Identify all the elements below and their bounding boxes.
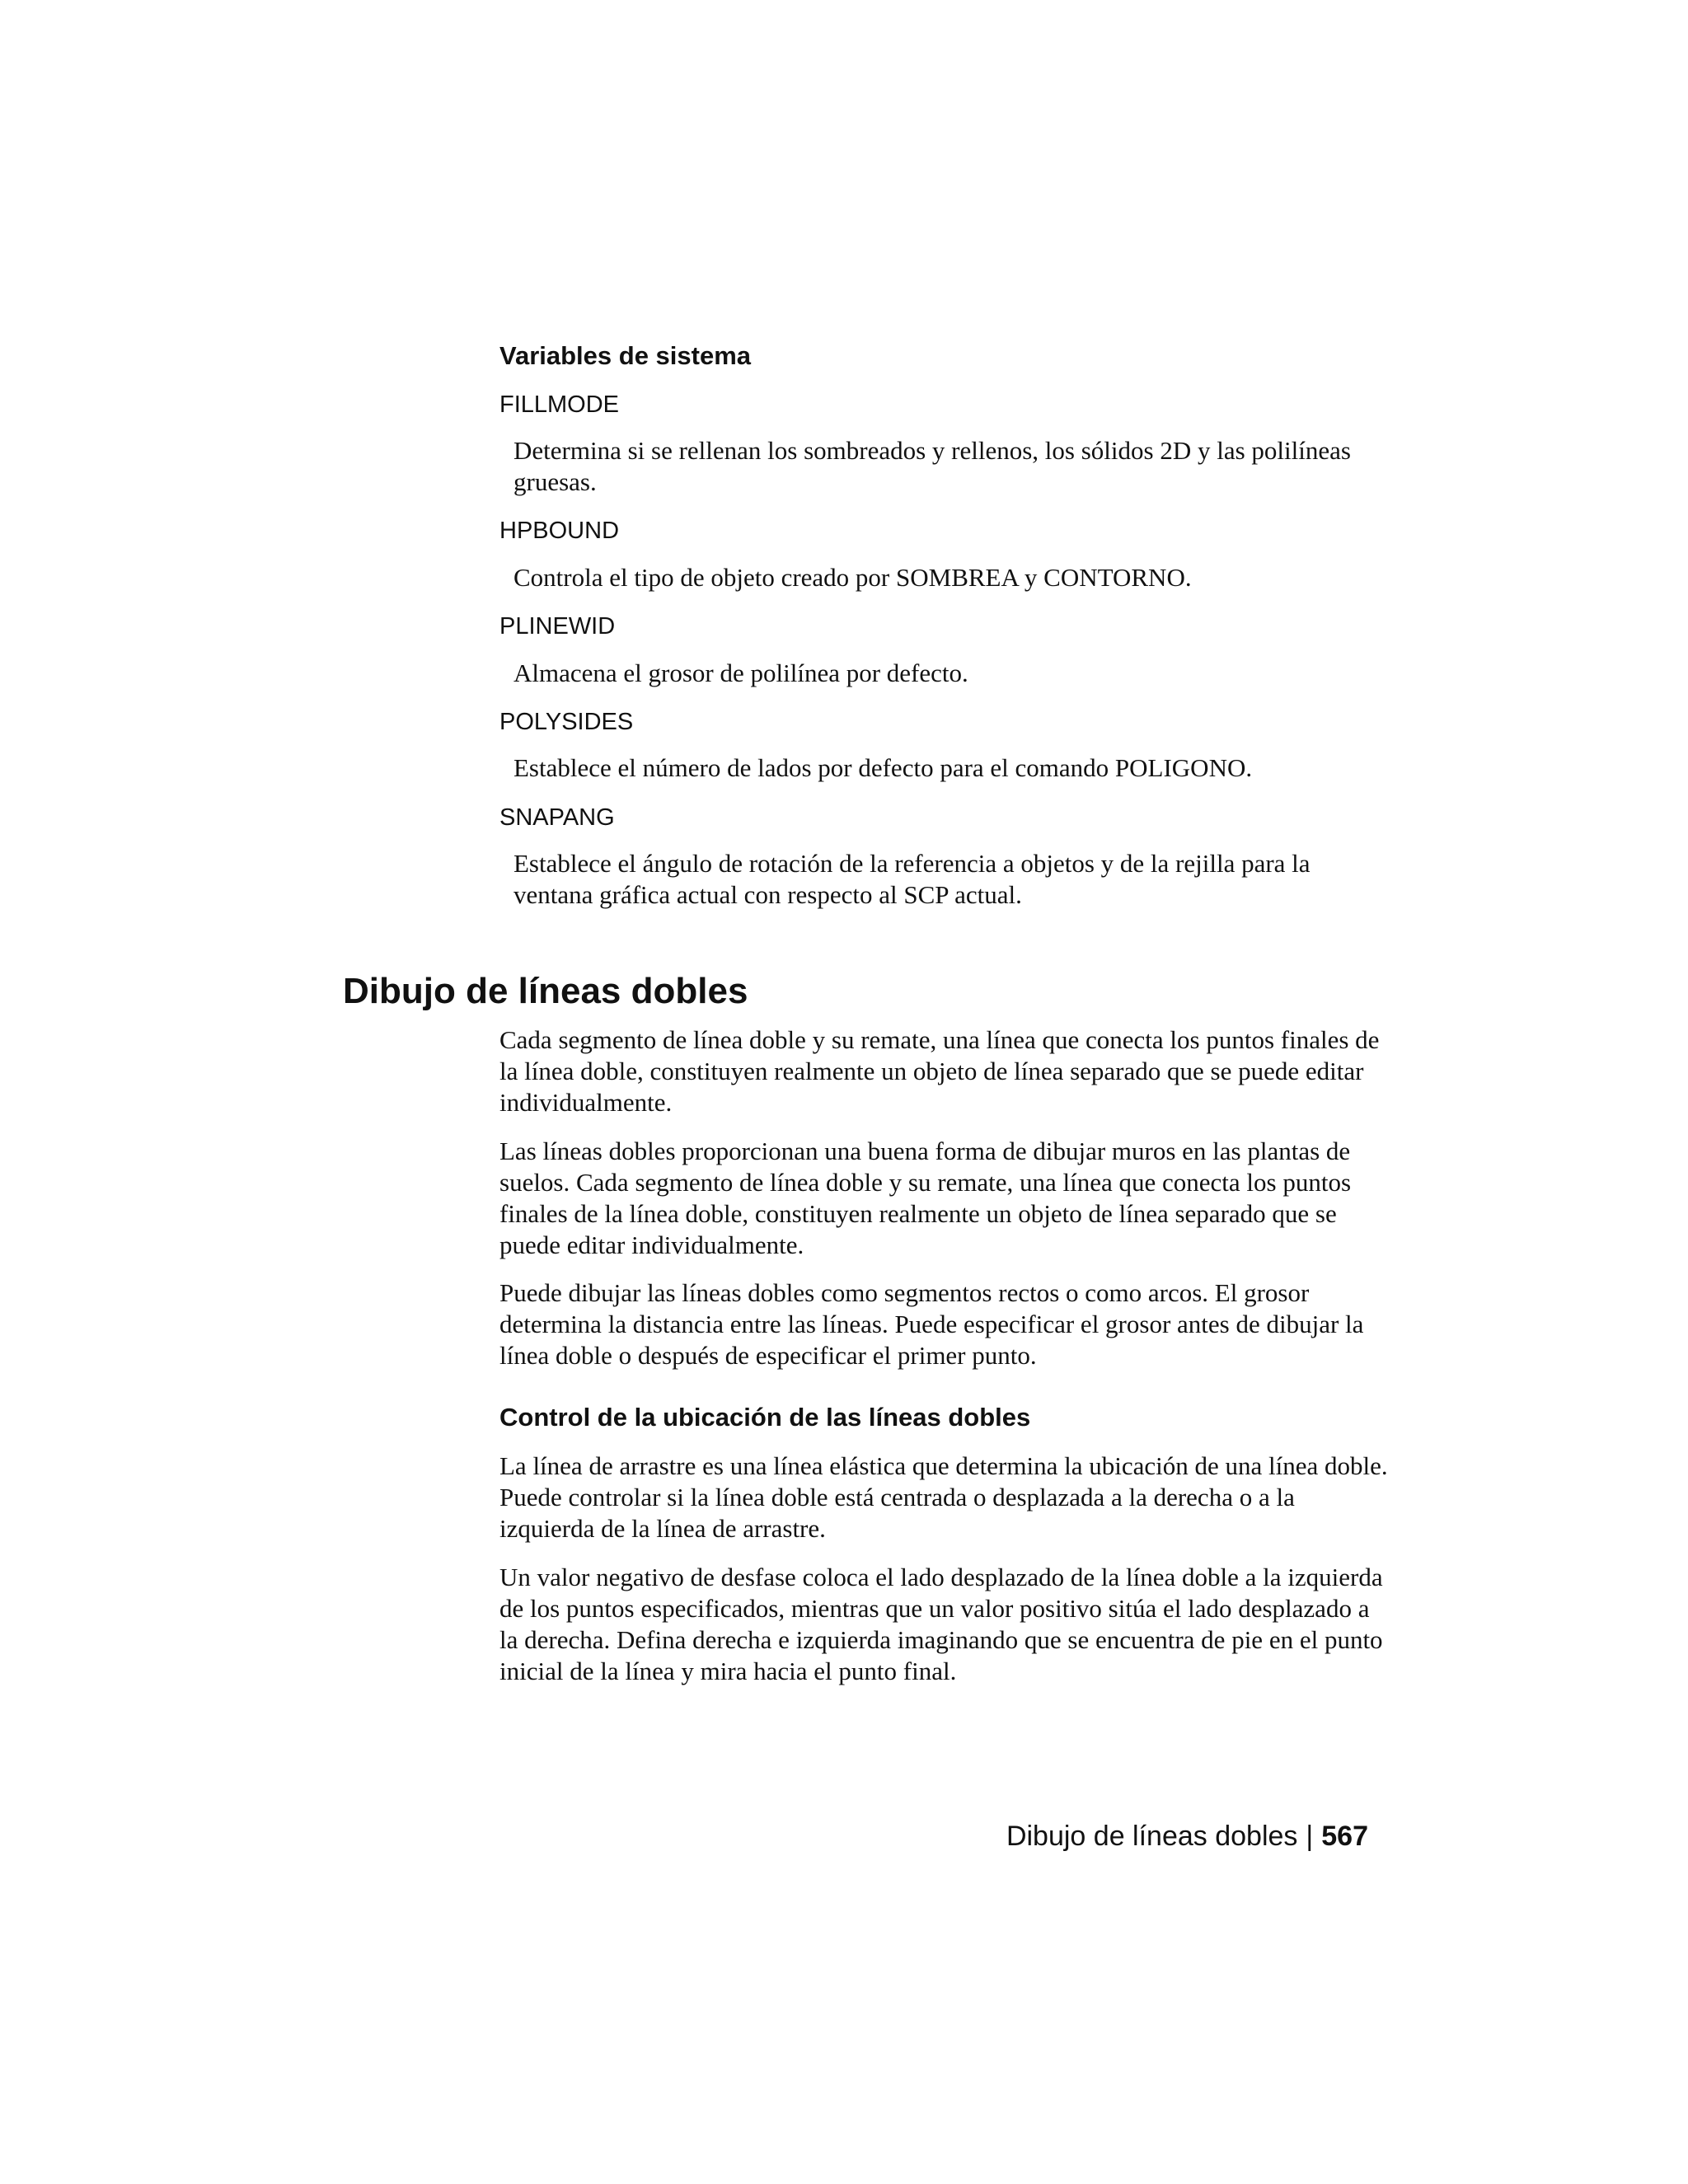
- section-paragraph-2: Las líneas dobles proporcionan una buena forma de dibujar muros en las plantas de suelos. Cada segmento de línea doble y su remate, una línea que conecta los puntos finales de la línea doble, constituyen realmente un objeto de línea separado que se puede editar individualmente.: [499, 1137, 1352, 1259]
- section-paragraph-3: Puede dibujar las líneas dobles como segmentos rectos o como arcos. El grosor determina la distancia entre las líneas. Puede especificar el grosor antes de dibujar la línea doble o después de especificar el primer punto.: [499, 1278, 1364, 1370]
- subsection-heading: Control de la ubicación de las líneas dobles: [499, 1403, 1031, 1432]
- variable-description-polysides: Establece el número de lados por defecto para el comando POLIGONO.: [513, 753, 1253, 782]
- system-variables-heading: Variables de sistema: [499, 341, 752, 370]
- variable-description-hpbound: Controla el tipo de objeto creado por SOMBREA y CONTORNO.: [513, 563, 1192, 592]
- page-footer: [1006, 1818, 1368, 1854]
- subsection-paragraph-2: Un valor negativo de desfase coloca el lado desplazado de la línea doble a la izquierda de los puntos especificados, mientras que un valor positivo sitúa el lado desplazado a la derecha. Defina derecha e izquierda imaginando que se encuentra de pie en el punto inicial de la línea y mira hacia el punto final.: [499, 1563, 1383, 1685]
- section-title: Dibujo de líneas dobles: [343, 971, 748, 1011]
- page-number: 567: [1321, 1821, 1368, 1852]
- variable-name-plinewid: PLINEWID: [499, 613, 616, 640]
- variable-description-snapang: Establece el ángulo de rotación de la referencia a objetos y de la rejilla para la ventana gráfica actual con respecto al SCP actual.: [513, 849, 1311, 909]
- section-paragraph-1: Cada segmento de línea doble y su remate, una línea que conecta los puntos finales de la línea doble, constituyen realmente un objeto de línea separado que se puede editar individualmente.: [499, 1025, 1380, 1117]
- subsection-paragraph-1: La línea de arrastre es una línea elástica que determina la ubicación de una línea doble. Puede controlar si la línea doble está centrada o desplazada a la derecha o a la izquierda de la línea de arrastre.: [499, 1451, 1388, 1543]
- variable-name-hpbound: HPBOUND: [499, 518, 620, 544]
- variable-name-snapang: SNAPANG: [499, 804, 615, 831]
- variable-description-plinewid: Almacena el grosor de polilínea por defecto.: [513, 658, 968, 687]
- variable-name-polysides: POLYSIDES: [499, 709, 634, 735]
- variable-name-fillmode: FILLMODE: [499, 391, 620, 418]
- footer-separator: |: [1306, 1821, 1314, 1852]
- footer-running-title: Dibujo de líneas dobles: [1006, 1821, 1298, 1852]
- variable-description-fillmode: Determina si se rellenan los sombreados y rellenos, los sólidos 2D y las polilíneas gruesas.: [513, 436, 1351, 496]
